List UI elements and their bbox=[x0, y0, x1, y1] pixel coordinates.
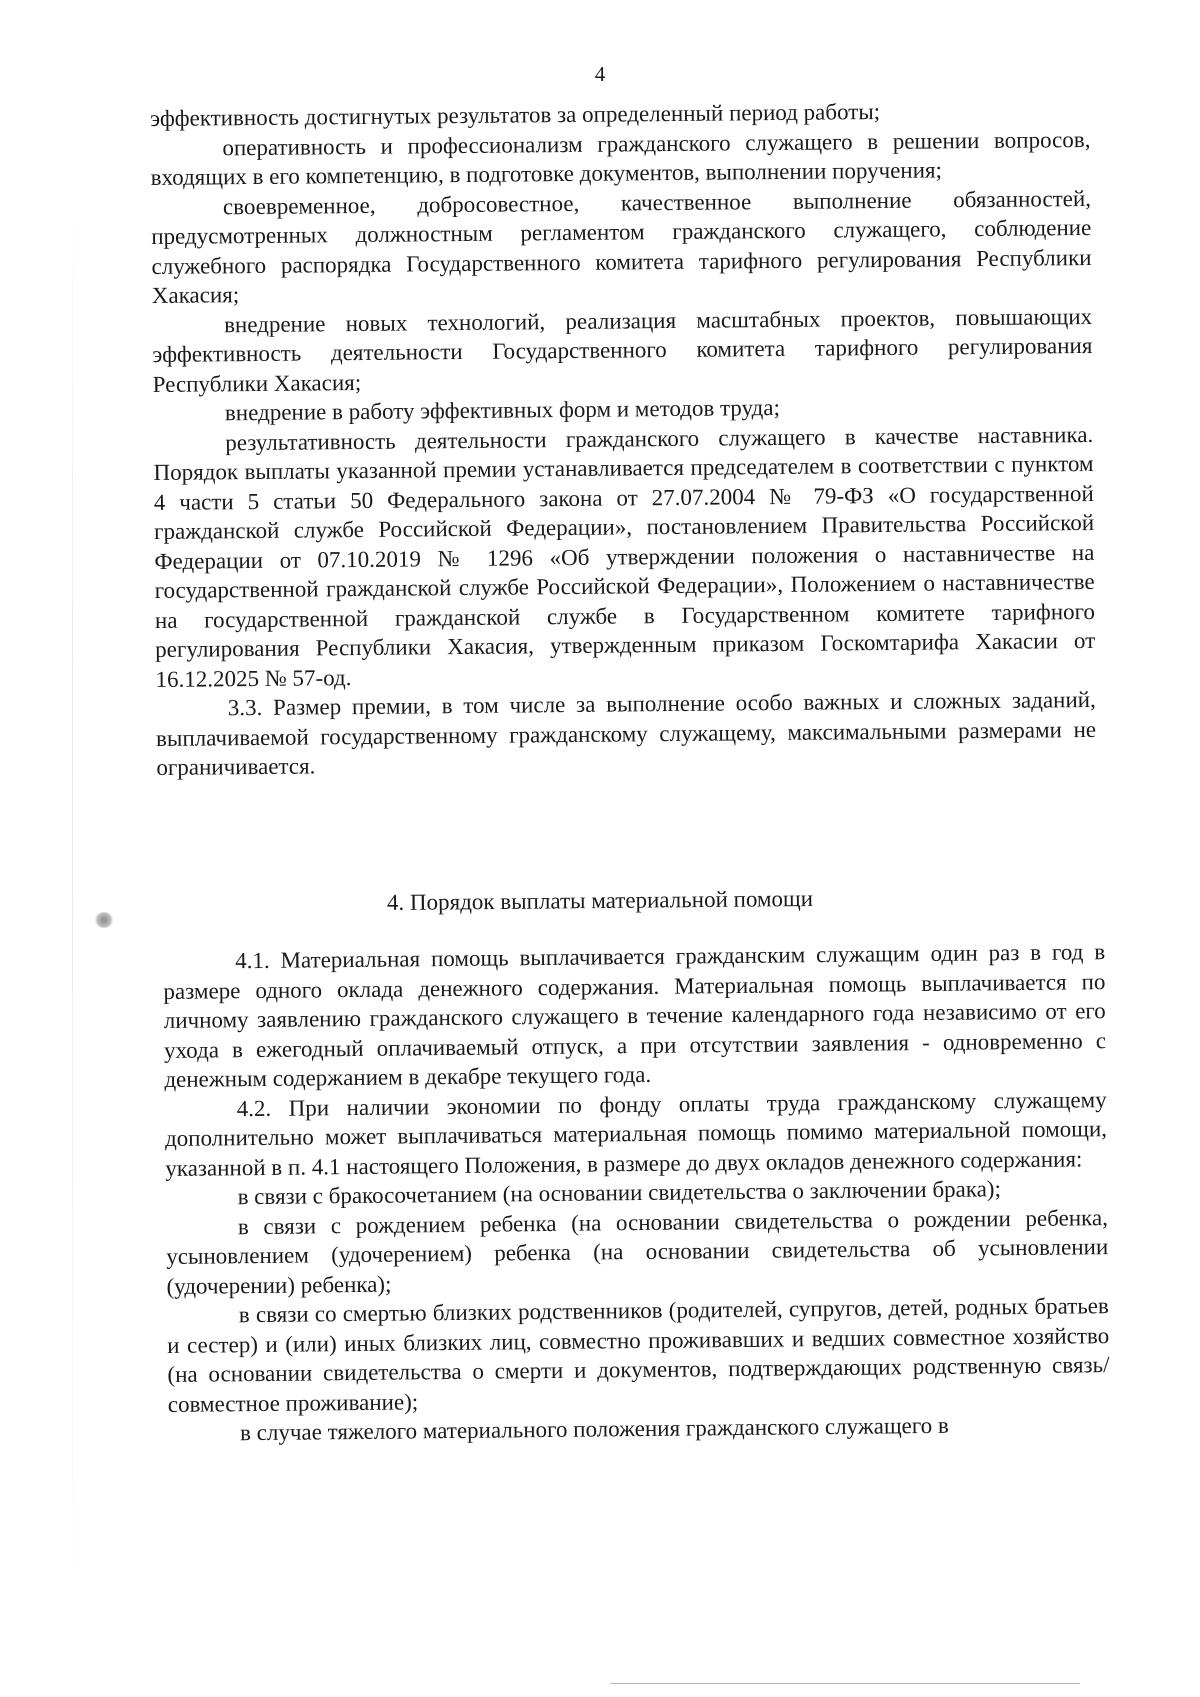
paragraph-3-3: 3.3. Размер премии, в том числе за выполнение особо важных и сложных заданий, выплачиваемой государственному гражданскому служащему, максимальными размерами не ограничивается. bbox=[155, 686, 1097, 780]
section-4-body bbox=[163, 937, 1110, 1448]
paragraph-new-technologies: внедрение новых технологий, реализация масштабных проектов, повышающих эффективность деятельности Государственного комитета тарифного регулирования Республики Хакасия; bbox=[152, 303, 1093, 397]
section-4-heading: 4. Порядок выплаты материальной помощи bbox=[386, 885, 814, 916]
paragraph-4-1: 4.1. Материальная помощь выплачивается гражданским служащим один раз в год в размере одного оклада денежного содержания. Материальная помощь выплачивается по личному заявлению гражданского служащего в течение календарного года независимо от его ухода в ежегодный оплачиваемый отпуск, а при отсутствии заявления - одновременно с денежным содержанием в декабре текущего года. bbox=[163, 939, 1107, 1092]
section-3-continuation bbox=[150, 95, 1096, 782]
paragraph-mentorship: результативность деятельности гражданского служащего в качестве наставника. Порядок выплаты указанной премии устанавливается председателем в соответствии с пунктом 4 части 5 статьи 50 Федерального закона от 27.07.2004 № 79-ФЗ «О государственной гражданской службе Российской Федерации», постановлением Правительства Российской Федерации от 07.10.2019 № 1296 «Об утверждении положения о наставничестве на государственной гражданской службе Российской Федерации», Положением о наставничестве на государственной гражданской службе в Государственном комитете тарифного регулирования Республики Хакасия, утвержденным приказом Госкомтарифа Хакасии от 16.12.2025 № 57-од. bbox=[153, 421, 1096, 692]
paragraph-bereavement: в связи со смертью близких родственников (родителей, супругов, детей, родных братьев и сестер) и (или) иных близких лиц, совместно проживавших и ведших совместное хозяйство (на основании свидетельства о смерти и документов, подтверждающих родственную связь/совместное проживание); bbox=[167, 1293, 1110, 1417]
paragraph-timely-duties: своевременное, добросовестное, качественное выполнение обязанностей, предусмотренных должностным регламентом гражданского служащего, соблюдение служебного распорядка Государственного комитета тарифного регулирования Республики Хакасия; bbox=[151, 185, 1092, 308]
paragraph-4-2: 4.2. При наличии экономии по фонду оплаты труда гражданскому служащему дополнительно может выплачиваться материальная помощь помимо материальной помощи, указанной в п. 4.1 настоящего Положения, в размере до двух окладов денежного содержания: bbox=[164, 1086, 1108, 1181]
paragraph-hardship: в случае тяжелого материального положения гражданского служащего в bbox=[239, 1412, 949, 1446]
paragraph-promptness: оперативность и профессионализм гражданского служащего в решении вопросов, входящих в его компетенцию, в подготовке документов, выполнении поручения; bbox=[150, 126, 1091, 190]
bottom-rule bbox=[610, 1683, 1080, 1684]
paragraph-childbirth: в связи с рождением ребенка (на основании свидетельства о рождении ребенка, усыновлением (удочерением) ребенка (на основании свидетельства об усыновлении (удочерении) ребенка); bbox=[166, 1204, 1109, 1299]
paragraph-results-efficiency: эффективность достигнутых результатов за определенный период работы; bbox=[150, 98, 881, 131]
paragraph-effective-methods: внедрение в работу эффективных форм и методов труда; bbox=[224, 394, 781, 426]
paragraph-marriage: в связи с бракосочетанием (на основании свидетельства о заключении брака); bbox=[237, 1176, 1002, 1210]
page-number: 4 bbox=[594, 62, 606, 86]
